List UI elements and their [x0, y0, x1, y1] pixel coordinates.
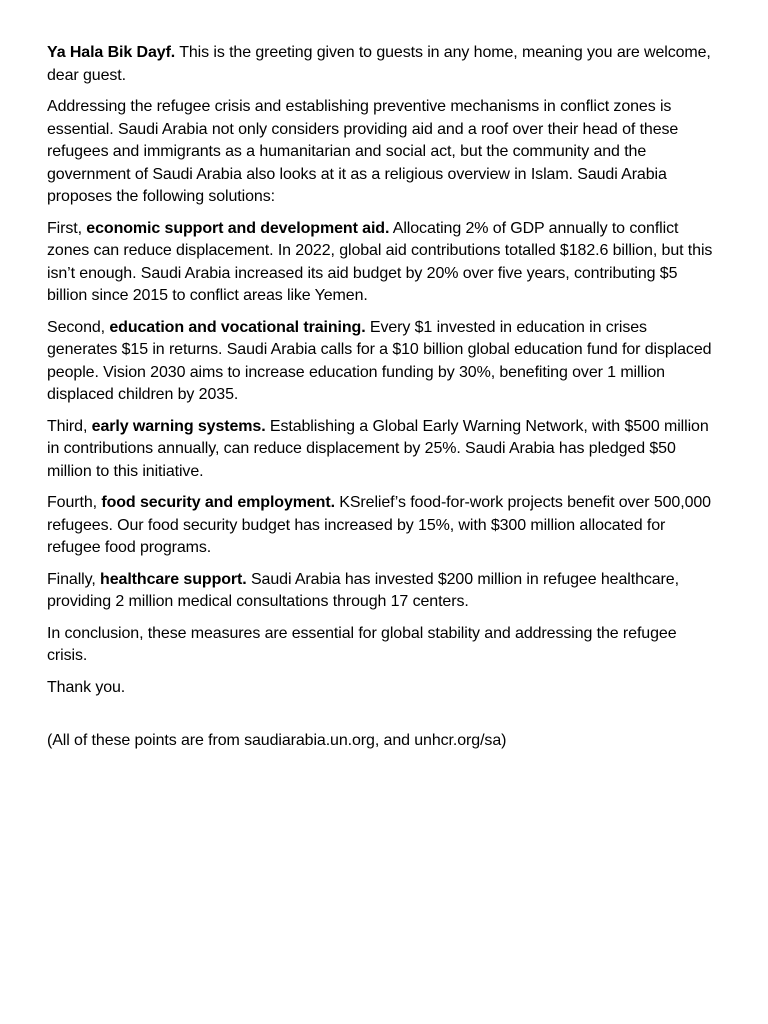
point-heading: healthcare support.: [100, 570, 247, 588]
intro-paragraph: [47, 42, 720, 87]
point-healthcare: [47, 569, 720, 614]
conclusion-paragraph: In conclusion, these measures are essential for global stability and addressing the refugee crisis.: [47, 624, 677, 664]
point-ordinal: Second,: [47, 318, 110, 336]
context-paragraph: Addressing the refugee crisis and establishing preventive mechanisms in conflict zones is essential. Saudi Arabia not only considers providing aid and a roof over their head of these refugees and immigrants as a humanitarian and social act, but the community and the government of Saudi Arabia also looks at it as a religious overview in Islam. Saudi Arabia proposes the following solutions:: [47, 98, 679, 205]
point-text: KSrelief’s food-for-work projects benefit over 500,000 refugees. Our food security budget has increased by 15%, with $300 million allocated for refugee food programs.: [47, 494, 711, 556]
point-text: Saudi Arabia has invested $200 million in refugee healthcare, providing 2 million medical consultations through 17 centers.: [47, 570, 679, 610]
blank-line: [47, 708, 720, 730]
point-food-security: [47, 492, 720, 560]
point-ordinal: Finally,: [47, 570, 101, 588]
sources-note: (All of these points are from saudiarabia.un.org, and unhcr.org/sa): [47, 732, 507, 749]
point-heading: economic support and development aid.: [86, 219, 390, 237]
point-education: [47, 317, 720, 407]
point-text: Allocating 2% of GDP annually to conflict zones can reduce displacement. In 2022, global aid contributions totalled $182.6 billion, but this isn’t enough. Saudi Arabia increased its aid budget by 20% over five years, contributing $5 billion since 2015 to conflict areas like Yemen.: [47, 219, 713, 304]
greeting-heading: Ya Hala Bik Dayf.: [47, 44, 176, 61]
point-ordinal: First,: [47, 219, 87, 237]
point-heading: food security and employment.: [101, 494, 335, 511]
point-heading: education and vocational training.: [109, 318, 366, 336]
greeting-text: This is the greeting given to guests in any home, meaning you are welcome, dear guest.: [47, 44, 711, 84]
point-early-warning: [47, 416, 720, 484]
closing-line: Thank you.: [47, 678, 126, 696]
point-ordinal: Fourth,: [47, 494, 102, 511]
point-text: Every $1 invested in education in crises generates $15 in returns. Saudi Arabia calls for a $10 billion global education fund for displaced people. Vision 2030 aims to increase education funding by 30%, benefiting over 1 million displaced children by 2035.: [47, 318, 712, 403]
point-heading: early warning systems.: [91, 417, 266, 435]
point-economic-support: [47, 218, 720, 308]
point-text: Establishing a Global Early Warning Network, with $500 million in contributions annually, can reduce displacement by 25%. Saudi Arabia has pledged $50 million to this initiative.: [47, 417, 709, 480]
point-ordinal: Third,: [47, 417, 92, 435]
